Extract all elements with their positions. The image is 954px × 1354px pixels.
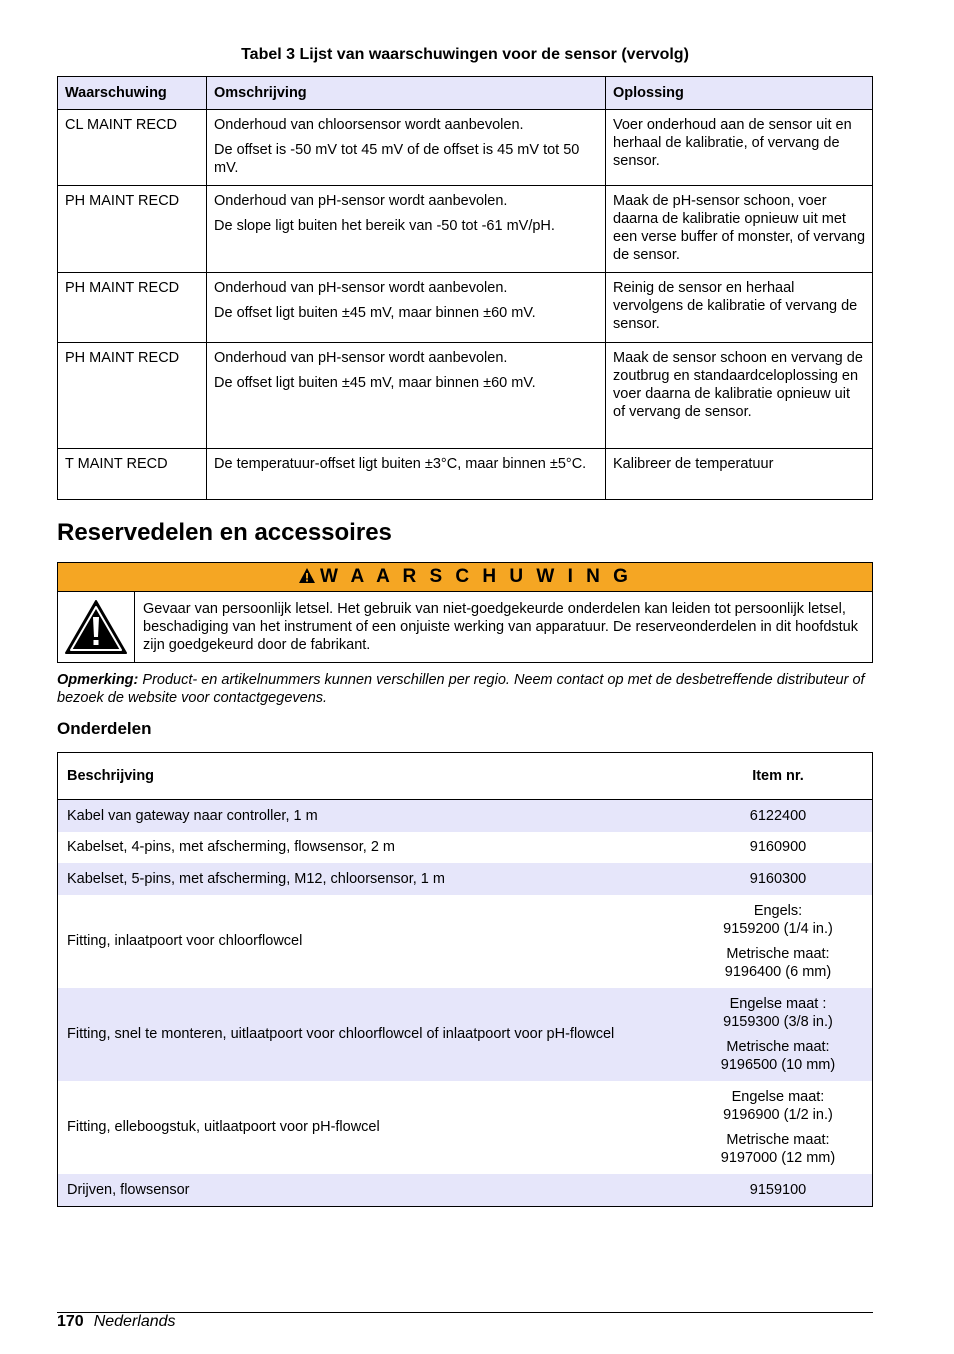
part-description: Fitting, elleboogstuk, uitlaatpoort voor pH-flowcel	[67, 1119, 380, 1135]
page-footer	[57, 1313, 176, 1331]
part-number-english: Engelse maat : 9159300 (3/8 in.)	[723, 995, 833, 1030]
note-text: Product- en artikelnummers kunnen verschillen per regio. Neem contact op met de desbetreffende distributeur of bezoek de website voor contactgegevens.	[57, 672, 865, 706]
note	[57, 671, 873, 707]
description-cell	[207, 110, 606, 186]
table-header-row	[58, 77, 873, 110]
header-description: Beschrijving	[58, 753, 685, 800]
table-row	[58, 895, 873, 988]
table-row	[58, 800, 873, 832]
table-row	[58, 1081, 873, 1174]
part-number-english: Engelse maat: 9196900 (1/2 in.)	[723, 1088, 833, 1123]
parts-table	[57, 752, 873, 1207]
header-solution: Oplossing	[606, 77, 873, 110]
solution-cell: Voer onderhoud aan de sensor uit en herhaal de kalibratie, of vervang de sensor.	[606, 110, 873, 186]
hazard-text: Gevaar van persoonlijk letsel. Het gebruik van niet-goedgekeurde onderdelen kan leiden tot persoonlijk letsel, beschadiging van het instrument of een onjuiste werking van apparatuur. De reserveonderdelen in dit hoofdstuk zijn goedgekeurd door de fabrikant.	[143, 601, 858, 653]
hazard-body	[58, 592, 872, 662]
table-header-row	[58, 753, 873, 800]
description-line: Onderhoud van chloorsensor wordt aanbevolen.	[214, 117, 524, 133]
solution-cell: Maak de sensor schoon en vervang de zoutbrug en standaardceloplossing en voer daarna de kalibratie opnieuw uit of vervang de sensor.	[606, 343, 873, 449]
description-cell	[207, 273, 606, 343]
warning-cell: CL MAINT RECD	[58, 110, 207, 186]
part-description: Fitting, inlaatpoort voor chloorflowcel	[67, 933, 303, 949]
part-number	[684, 895, 873, 988]
part-number: 6122400	[684, 800, 873, 832]
note-label: Opmerking:	[57, 672, 139, 688]
part-number-metric: Metrische maat: 9197000 (12 mm)	[720, 1131, 836, 1166]
part-number: 9160300	[684, 863, 873, 895]
description-line: Onderhoud van pH-sensor wordt aanbevolen.	[214, 193, 508, 209]
table-row	[58, 863, 873, 895]
table-row	[58, 110, 873, 186]
part-description: Kabel van gateway naar controller, 1 m	[58, 800, 685, 832]
table-row	[58, 832, 873, 864]
part-description: Drijven, flowsensor	[58, 1174, 685, 1207]
warnings-table	[57, 76, 873, 500]
part-number	[684, 1081, 873, 1174]
description-line: Onderhoud van pH-sensor wordt aanbevolen.	[214, 350, 508, 366]
table-row	[58, 186, 873, 273]
table-caption: Tabel 3 Lijst van waarschuwingen voor de sensor (vervolg)	[241, 46, 689, 63]
hazard-header	[58, 563, 872, 592]
table-row	[58, 273, 873, 343]
description-line: De offset ligt buiten ±45 mV, maar binnen ±60 mV.	[214, 375, 536, 391]
page-number: 170	[57, 1313, 84, 1330]
description-line: De temperatuur-offset ligt buiten ±3°C, maar binnen ±5°C.	[214, 456, 587, 472]
solution-cell: Maak de pH-sensor schoon, voer daarna de kalibratie opnieuw uit met een verse buffer of monster, of vervang de sensor.	[606, 186, 873, 273]
warning-cell: PH MAINT RECD	[58, 186, 207, 273]
table-row	[58, 1174, 873, 1207]
subsection-title: Onderdelen	[57, 719, 152, 738]
footer-language: Nederlands	[93, 1313, 176, 1330]
warning-cell: PH MAINT RECD	[58, 273, 207, 343]
description-cell	[207, 449, 606, 500]
part-number-metric: Metrische maat: 9196400 (6 mm)	[724, 945, 832, 980]
table-row	[58, 449, 873, 500]
solution-cell: Kalibreer de temperatuur	[606, 449, 873, 500]
warning-cell: PH MAINT RECD	[58, 343, 207, 449]
warning-triangle-icon	[298, 565, 316, 593]
part-description: Kabelset, 4-pins, met afscherming, flowsensor, 2 m	[67, 839, 396, 856]
hazard-warning-icon	[58, 592, 135, 662]
description-cell	[207, 186, 606, 273]
description-line: De slope ligt buiten het bereik van -50 tot -61 mV/pH.	[214, 218, 555, 234]
part-number	[684, 988, 873, 1081]
part-description: Fitting, snel te monteren, uitlaatpoort voor chloorflowcel of inlaatpoort voor pH-flowcel	[58, 988, 685, 1081]
header-item-number: Item nr.	[684, 753, 873, 800]
description-cell	[207, 343, 606, 449]
part-number: 9160900	[749, 839, 807, 856]
header-warning: Waarschuwing	[58, 77, 207, 110]
section-title: Reservedelen en accessoires	[57, 519, 392, 546]
header-description: Omschrijving	[207, 77, 606, 110]
solution-cell: Reinig de sensor en herhaal vervolgens de kalibratie of vervang de sensor.	[606, 273, 873, 343]
warning-cell: T MAINT RECD	[58, 449, 207, 500]
hazard-box	[57, 562, 873, 663]
description-line: De offset is -50 mV tot 45 mV of de offset is 45 mV tot 50 mV.	[214, 142, 580, 176]
description-line: De offset ligt buiten ±45 mV, maar binnen ±60 mV.	[214, 305, 536, 321]
table-row	[58, 343, 873, 449]
footer-divider	[57, 1312, 873, 1313]
part-number-english: Engels: 9159200 (1/4 in.)	[723, 902, 833, 937]
hazard-label: W A A R S C H U W I N G	[320, 566, 632, 587]
part-number-metric: Metrische maat: 9196500 (10 mm)	[720, 1038, 836, 1073]
part-number: 9159100	[684, 1174, 873, 1207]
table-row	[58, 988, 873, 1081]
part-description: Kabelset, 5-pins, met afscherming, M12, chloorsensor, 1 m	[58, 863, 685, 895]
description-line: Onderhoud van pH-sensor wordt aanbevolen.	[214, 280, 508, 296]
